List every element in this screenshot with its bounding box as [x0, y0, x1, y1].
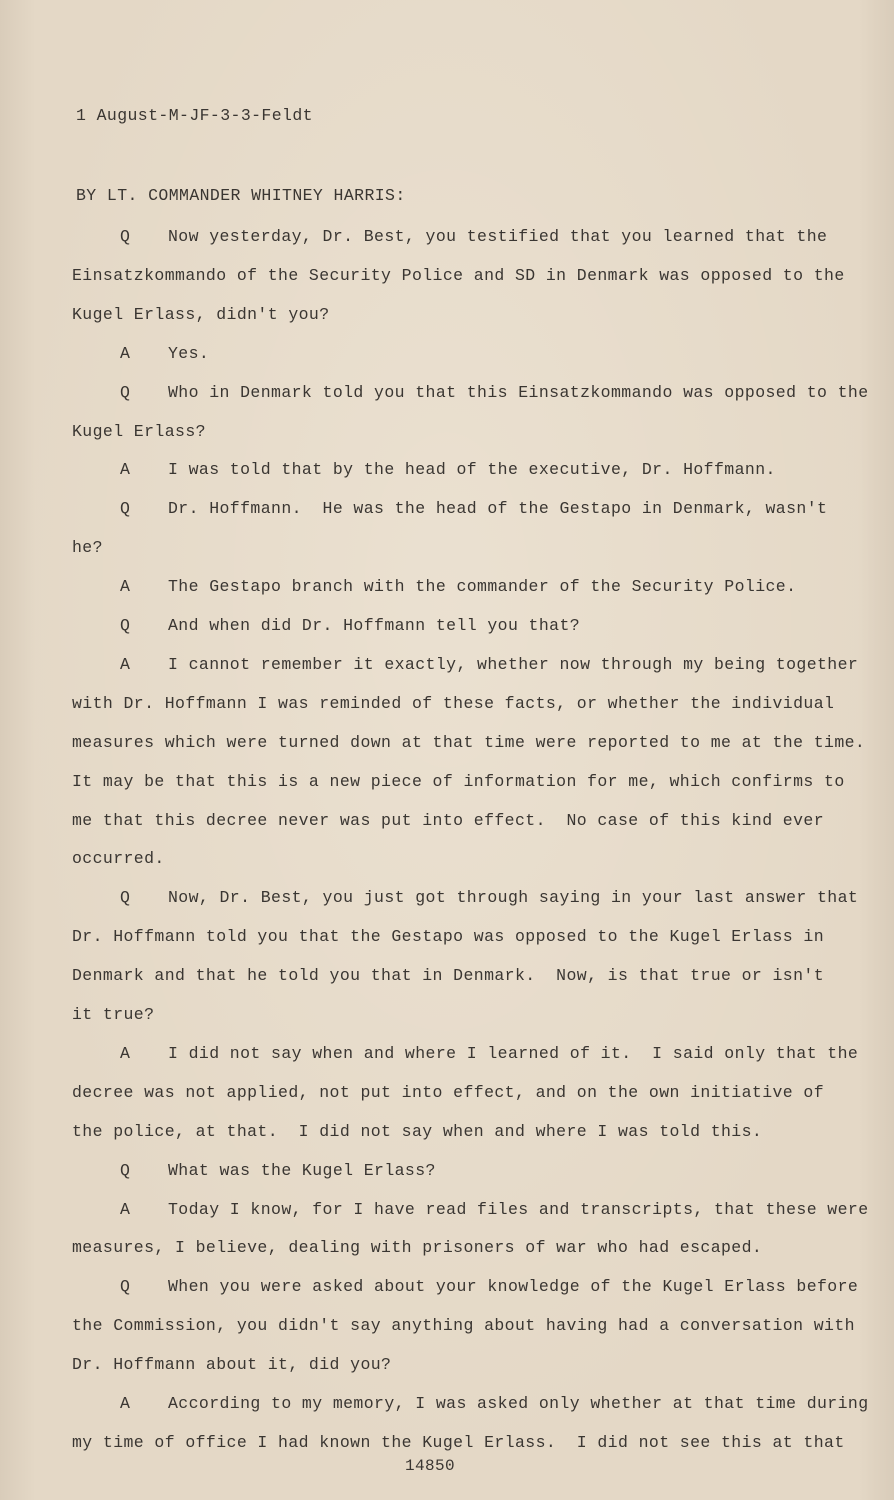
transcript-line: it true?	[72, 1005, 155, 1024]
transcript-line: Dr. Hoffmann. He was the head of the Gestapo in Denmark, wasn't	[168, 499, 828, 519]
qa-label: Q	[120, 616, 131, 635]
transcript-line: I did not say when and where I learned of it. I said only that the	[168, 1043, 859, 1063]
transcript-line: Now yesterday, Dr. Best, you testified that you learned that the	[168, 227, 828, 246]
transcript-line: Now, Dr. Best, you just got through saying in your last answer that	[168, 888, 859, 908]
transcript-line: the Commission, you didn't say anything about having had a conversation with	[72, 1316, 855, 1336]
qa-label: Q	[120, 888, 131, 908]
page-number: 14850	[405, 1457, 456, 1475]
transcript-line: And when did Dr. Hoffmann tell you that?	[168, 616, 581, 635]
transcript-line: Today I know, for I have read files and transcripts, that these were	[168, 1199, 869, 1219]
qa-label: Q	[120, 227, 131, 246]
qa-label: A	[120, 460, 131, 480]
transcript-line: I cannot remember it exactly, whether now through my being together	[168, 654, 859, 674]
qa-label: A	[120, 1394, 131, 1413]
transcript-line: I was told that by the head of the executive, Dr. Hoffmann.	[168, 460, 776, 480]
qa-label: Q	[120, 499, 131, 519]
transcript-line: What was the Kugel Erlass?	[168, 1160, 436, 1180]
transcript-line: According to my memory, I was asked only whether at that time during	[168, 1394, 869, 1413]
transcript-line: Kugel Erlass?	[72, 421, 206, 441]
document-header: 1 August-M-JF-3-3-Feldt	[76, 106, 313, 125]
transcript-line: Yes.	[168, 343, 210, 363]
transcript-line: Dr. Hoffmann told you that the Gestapo was opposed to the Kugel Erlass in	[72, 927, 825, 947]
transcript-line: decree was not applied, not put into effect, and on the own initiative of	[72, 1082, 825, 1102]
transcript-line: Who in Denmark told you that this Einsatzkommando was opposed to the	[168, 382, 869, 402]
transcript-line: he?	[72, 538, 103, 558]
transcript-line: When you were asked about your knowledge of the Kugel Erlass before	[168, 1277, 859, 1297]
examiner-heading: BY LT. COMMANDER WHITNEY HARRIS:	[76, 186, 406, 205]
transcript-line: measures which were turned down at that time were reported to me at the time.	[72, 732, 866, 752]
transcript-line: Kugel Erlass, didn't you?	[72, 304, 330, 324]
transcript-line: occurred.	[72, 849, 165, 869]
qa-label: A	[120, 577, 131, 597]
transcript-line: Denmark and that he told you that in Denmark. Now, is that true or isn't	[72, 966, 825, 986]
transcript-line: me that this decree never was put into effect. No case of this kind ever	[72, 810, 825, 830]
transcript-line: my time of office I had known the Kugel Erlass. I did not see this at that	[72, 1432, 845, 1452]
transcript-line: It may be that this is a new piece of information for me, which confirms to	[72, 771, 845, 791]
transcript-line: Einsatzkommando of the Security Police and SD in Denmark was opposed to the	[72, 265, 845, 285]
qa-label: A	[120, 343, 131, 363]
qa-label: A	[120, 1043, 131, 1063]
qa-label: A	[120, 654, 131, 674]
qa-label: Q	[120, 1160, 131, 1180]
qa-label: Q	[120, 1277, 131, 1297]
qa-label: Q	[120, 382, 131, 402]
transcript-line: The Gestapo branch with the commander of the Security Police.	[168, 577, 797, 597]
transcript-line: with Dr. Hoffmann I was reminded of these facts, or whether the individual	[72, 693, 835, 713]
qa-label: A	[120, 1199, 131, 1219]
transcript-line: measures, I believe, dealing with prisoners of war who had escaped.	[72, 1238, 763, 1258]
transcript-line: Dr. Hoffmann about it, did you?	[72, 1355, 392, 1375]
transcript-line: the police, at that. I did not say when and where I was told this.	[72, 1121, 763, 1141]
